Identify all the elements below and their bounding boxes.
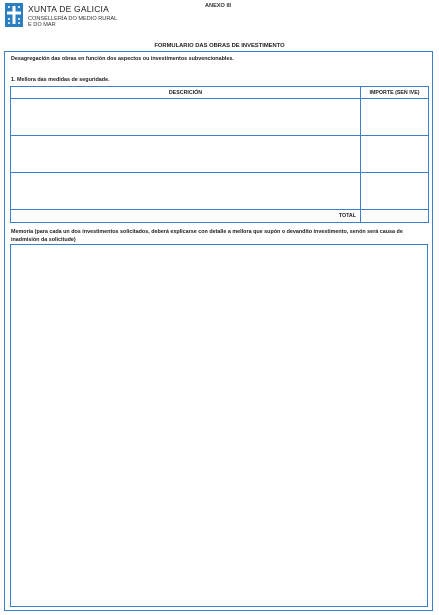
section-title: 1. Mellora das medidas de seguridade. (11, 77, 110, 83)
investments-table (10, 86, 429, 223)
description-cell[interactable] (11, 136, 361, 173)
total-row (11, 210, 429, 223)
amount-cell[interactable] (361, 99, 429, 136)
intro-text: Desagregación das obras en función dos aspectos ou investimentos subvencionables. (11, 56, 234, 62)
department-name (28, 16, 148, 29)
memoria-label: Memoria (para cada un dos investimentos solicitados, deberá explicarse con detalle a mellora que supón o devandito investimento, senón será causa de inadmisión da solicitude) (11, 229, 403, 243)
memoria-textarea[interactable] (10, 244, 428, 607)
description-cell[interactable] (11, 173, 361, 210)
column-header-description: DESCRICIÓN (11, 87, 361, 99)
amount-cell[interactable] (361, 136, 429, 173)
form-title: FORMULARIO DAS OBRAS DE INVESTIMENTO (154, 43, 285, 49)
department-line-1: CONSELLERÍA DO MEDIO RURAL (28, 16, 118, 22)
total-label: TOTAL (11, 210, 361, 223)
table-row (11, 136, 429, 173)
organization-name: XUNTA DE GALICIA (28, 4, 109, 14)
amount-cell[interactable] (361, 173, 429, 210)
table-row (11, 173, 429, 210)
table-row (11, 99, 429, 136)
total-amount-cell[interactable] (361, 210, 429, 223)
column-header-amount: IMPORTE (SEN IVE) (361, 87, 429, 99)
xunta-logo (5, 3, 23, 27)
department-line-2: E DO MAR (28, 22, 56, 29)
annex-label: ANEXO III (205, 3, 232, 9)
table-header-row (11, 87, 429, 99)
cross-emblem-icon (5, 3, 23, 27)
description-cell[interactable] (11, 99, 361, 136)
